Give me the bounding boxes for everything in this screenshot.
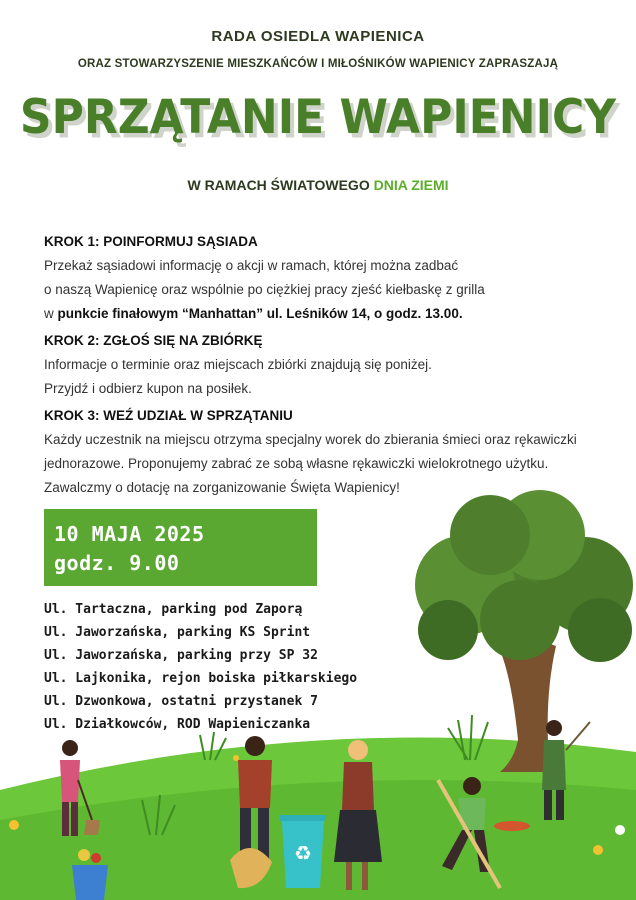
list-item: Ul. Jaworzańska, parking KS Sprint — [44, 625, 311, 640]
step-text-line: Informacje o terminie oraz miejscach zbiórki znajdują się poniżej. — [44, 357, 432, 372]
event-time: godz. 9.00 — [54, 551, 180, 575]
tree-icon — [415, 490, 633, 772]
list-item: Ul. Działkowców, ROD Wapieniczanka — [44, 717, 311, 732]
meeting-points-list — [44, 598, 357, 736]
step-text-line: Każdy uczestnik na miejscu otrzyma specjalny worek do zbierania śmieci oraz rękawiczki — [44, 432, 577, 447]
page-title: SPRZĄTANIE WAPIENICY — [19, 89, 617, 146]
step-text-line: jednorazowe. Proponujemy zabrać ze sobą własne rękawiczki wielokrotnego użytku. — [44, 456, 549, 471]
recycle-bin-center-icon — [280, 815, 326, 888]
svg-text:♻: ♻ — [294, 841, 312, 865]
event-date-box — [44, 509, 317, 586]
step-heading: KROK 1: POINFORMUJ SĄSIADA — [44, 234, 258, 249]
step-text-line: o naszą Wapienicę oraz wspólnie po ciężkiej pracy zjeść kiełbaskę z grilla — [44, 282, 485, 297]
list-item: Ul. Jaworzańska, parking przy SP 32 — [44, 648, 318, 663]
final-point-info: punkcie finałowym “Manhattan” ul. Leśników 14, o godz. 13.00. — [57, 306, 463, 321]
subtitle — [0, 177, 636, 193]
step-heading: KROK 2: ZGŁOŚ SIĘ NA ZBIÓRKĘ — [44, 333, 263, 348]
step-text-line: Zawalczmy o dotację na zorganizowanie Święta Wapienicy! — [44, 480, 400, 495]
list-item: Ul. Lajkonika, rejon boiska piłkarskiego — [44, 671, 358, 686]
step-text-line: Przekaż sąsiadowi informację o akcji w ramach, której można zadbać — [44, 258, 459, 273]
step-heading: KROK 3: WEŹ UDZIAŁ W SPRZĄTANIU — [44, 408, 293, 423]
step-3 — [44, 404, 604, 500]
subtitle-accent: DNIA ZIEMI — [373, 177, 449, 193]
list-item: Ul. Dzwonkowa, ostatni przystanek 7 — [44, 694, 318, 709]
step-text-line: Przyjdź i odbierz kupon na posiłek. — [44, 381, 252, 396]
organizer-line-2: ORAZ STOWARZYSZENIE MIESZKAŃCÓW I MIŁOŚNIKÓW WAPIENICY ZAPRASZAJĄ — [77, 58, 559, 70]
event-date: 10 MAJA 2025 — [54, 522, 205, 546]
subtitle-prefix: W RAMACH ŚWIATOWEGO — [187, 177, 374, 193]
step-1 — [44, 230, 604, 326]
organizer-line-1: RADA OSIEDLA WAPIENICA — [211, 28, 425, 45]
list-item: Ul. Tartaczna, parking pod Zaporą — [44, 602, 303, 617]
step-text-prefix: w — [44, 306, 58, 321]
step-2 — [44, 329, 604, 401]
step-text-line — [44, 302, 604, 326]
